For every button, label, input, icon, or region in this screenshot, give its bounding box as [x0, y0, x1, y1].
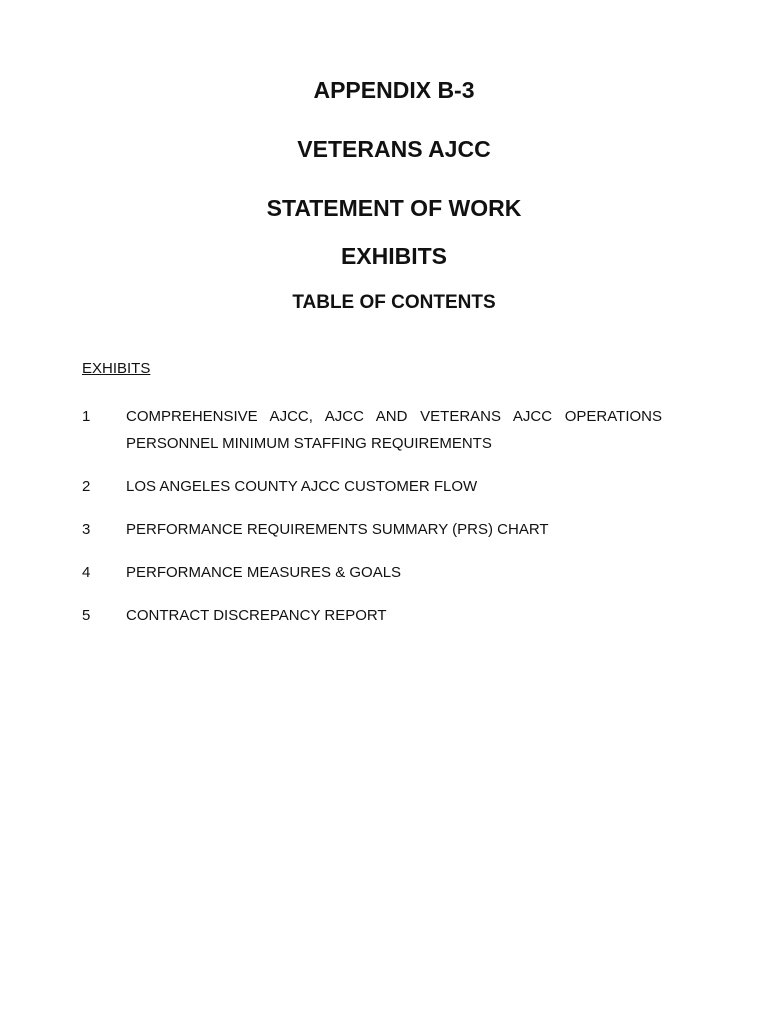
exhibit-title: PERFORMANCE REQUIREMENTS SUMMARY (PRS) CHART: [126, 521, 549, 538]
exhibit-item: [82, 404, 662, 457]
exhibit-list: [82, 404, 662, 646]
document-title: VETERANS AJCC: [297, 136, 491, 162]
exhibit-item: [82, 517, 662, 543]
exhibit-number: 1: [82, 408, 91, 425]
exhibit-item: [82, 474, 662, 500]
exhibit-number: 5: [82, 607, 91, 624]
exhibits-heading: EXHIBITS: [340, 243, 448, 269]
exhibit-title: CONTRACT DISCREPANCY REPORT: [126, 607, 387, 624]
exhibit-title: PERFORMANCE MEASURES & GOALS: [126, 564, 402, 581]
exhibit-title: LOS ANGELES COUNTY AJCC CUSTOMER FLOW: [126, 478, 478, 495]
exhibit-title-line: PERSONNEL MINIMUM STAFFING REQUIREMENTS: [126, 435, 492, 452]
appendix-heading: APPENDIX B-3: [313, 77, 475, 103]
table-of-contents-heading: TABLE OF CONTENTS: [292, 292, 496, 313]
exhibit-item: [82, 603, 662, 629]
exhibit-number: 4: [82, 564, 91, 581]
exhibits-section-label: EXHIBITS: [82, 360, 151, 377]
exhibit-item: [82, 560, 662, 586]
exhibit-number: 3: [82, 521, 91, 538]
exhibit-title: [126, 404, 662, 457]
exhibit-number: 2: [82, 478, 91, 495]
exhibit-title-line: COMPREHENSIVE AJCC, AJCC AND VETERANS AJCC OPERATIONS: [126, 408, 662, 425]
statement-of-work-heading: STATEMENT OF WORK: [266, 195, 522, 221]
